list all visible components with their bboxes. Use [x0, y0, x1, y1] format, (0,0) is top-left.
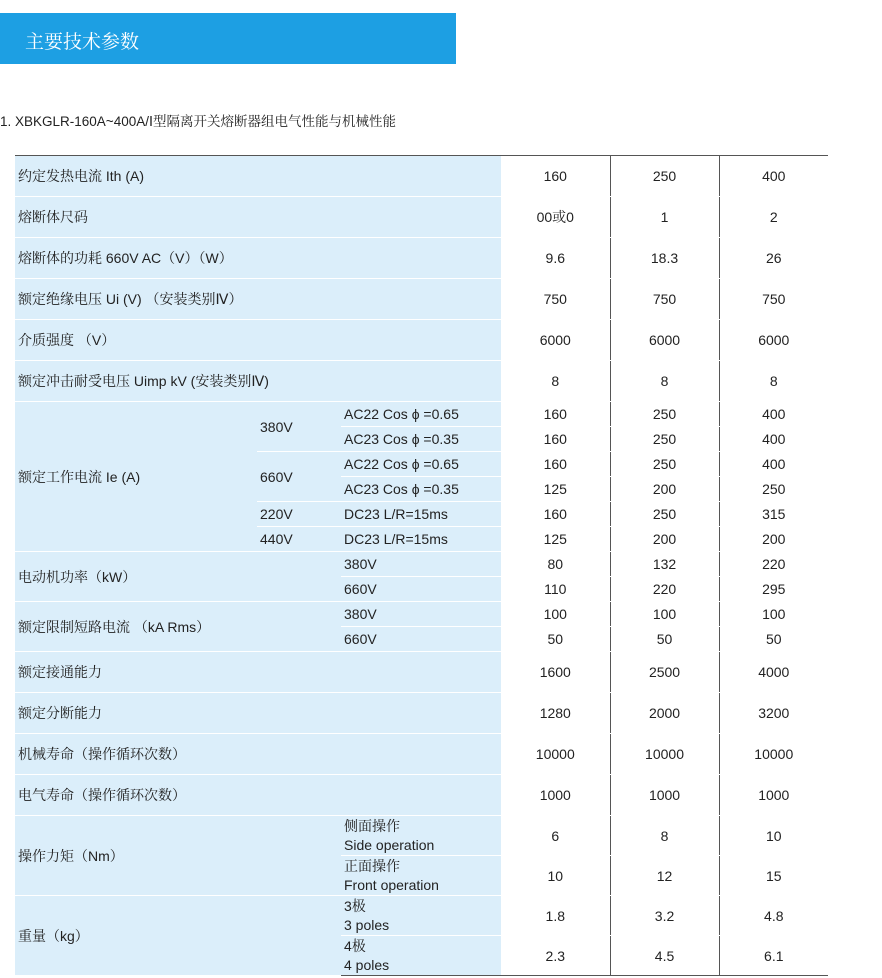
table-caption: 1. XBKGLR-160A~400A/Ⅰ型隔离开关熔断器组电气性能与机械性能 [0, 114, 396, 129]
value-cell: 220 [610, 577, 719, 602]
row-label: 额定接通能力 [15, 652, 501, 693]
value-cell: 1000 [501, 775, 610, 816]
table-row [15, 402, 828, 427]
row-label: 熔断体的功耗 660V AC（V）（W） [15, 238, 501, 279]
value-cell: 125 [501, 527, 610, 552]
value-cell: 250 [610, 502, 719, 527]
value-cell: 220 [719, 552, 828, 577]
table-row [15, 896, 828, 936]
condition-cell: DC23 L/R=15ms [341, 527, 501, 552]
value-cell: 295 [719, 577, 828, 602]
row-label: 约定发热电流 Ith (A) [15, 156, 501, 197]
value-cell: 8 [610, 816, 719, 856]
value-cell: 2.3 [501, 936, 610, 976]
row-label: 电气寿命（操作循环次数） [15, 775, 501, 816]
value-cell: 1600 [501, 652, 610, 693]
condition-cell: AC22 Cos ϕ =0.65 [341, 452, 501, 477]
value-cell: 3.2 [610, 896, 719, 936]
voltage-cell: 440V [257, 527, 341, 552]
spec-table [15, 155, 828, 976]
row-label: 额定分断能力 [15, 693, 501, 734]
row-label: 重量（kg） [15, 896, 341, 976]
condition-line-zh: 侧面操作 [344, 817, 400, 834]
table-row [15, 775, 828, 816]
condition-cell: AC22 Cos ϕ =0.65 [341, 402, 501, 427]
value-cell: 2500 [610, 652, 719, 693]
condition-cell [341, 816, 501, 856]
condition-line-en: 3 poles [344, 916, 390, 933]
voltage-cell: 660V [257, 452, 341, 502]
value-cell: 1000 [719, 775, 828, 816]
value-cell: 400 [719, 427, 828, 452]
row-label: 额定冲击耐受电压 Uimp kV (安装类别Ⅳ) [15, 361, 501, 402]
value-cell: 10 [719, 816, 828, 856]
value-cell: 160 [501, 156, 610, 197]
condition-cell: 380V [341, 602, 501, 627]
condition-cell [341, 936, 501, 976]
value-cell: 160 [501, 402, 610, 427]
condition-cell: AC23 Cos ϕ =0.35 [341, 427, 501, 452]
row-label: 熔断体尺码 [15, 197, 501, 238]
section-banner [0, 13, 456, 64]
value-cell: 6 [501, 816, 610, 856]
condition-line-zh: 4极 [344, 937, 366, 954]
row-label: 电动机功率（kW） [15, 552, 341, 602]
row-label: 介质强度 （V） [15, 320, 501, 361]
row-label: 机械寿命（操作循环次数） [15, 734, 501, 775]
value-cell: 8 [719, 361, 828, 402]
value-cell: 132 [610, 552, 719, 577]
condition-line-en: Side operation [344, 836, 435, 853]
value-cell: 6000 [610, 320, 719, 361]
condition-cell [341, 856, 501, 896]
value-cell: 50 [501, 627, 610, 652]
voltage-cell: 220V [257, 502, 341, 527]
table-row [15, 652, 828, 693]
condition-cell: AC23 Cos ϕ =0.35 [341, 477, 501, 502]
table-row [15, 197, 828, 238]
section-title: 主要技术参数 [25, 32, 140, 53]
value-cell: 50 [719, 627, 828, 652]
value-cell: 100 [719, 602, 828, 627]
condition-cell: 380V [341, 552, 501, 577]
condition-line-zh: 正面操作 [344, 857, 400, 874]
value-cell: 110 [501, 577, 610, 602]
value-cell: 10000 [610, 734, 719, 775]
value-cell: 80 [501, 552, 610, 577]
value-cell: 750 [719, 279, 828, 320]
value-cell: 2 [719, 197, 828, 238]
value-cell: 00或0 [501, 197, 610, 238]
condition-cell: DC23 L/R=15ms [341, 502, 501, 527]
table-row [15, 361, 828, 402]
value-cell: 200 [610, 527, 719, 552]
value-cell: 400 [719, 156, 828, 197]
row-label: 额定限制短路电流 （kA Rms） [15, 602, 341, 652]
table-row [15, 238, 828, 279]
value-cell: 250 [610, 156, 719, 197]
condition-cell [341, 896, 501, 936]
value-cell: 10000 [719, 734, 828, 775]
table-row [15, 320, 828, 361]
value-cell: 125 [501, 477, 610, 502]
value-cell: 250 [719, 477, 828, 502]
table-row [15, 734, 828, 775]
value-cell: 6.1 [719, 936, 828, 976]
value-cell: 1280 [501, 693, 610, 734]
condition-line-zh: 3极 [344, 897, 366, 914]
value-cell: 250 [610, 452, 719, 477]
condition-cell: 660V [341, 577, 501, 602]
condition-line-en: 4 poles [344, 956, 390, 973]
value-cell: 100 [501, 602, 610, 627]
table-row [15, 602, 828, 627]
value-cell: 160 [501, 502, 610, 527]
value-cell: 8 [501, 361, 610, 402]
value-cell: 10 [501, 856, 610, 896]
value-cell: 100 [610, 602, 719, 627]
value-cell: 8 [610, 361, 719, 402]
voltage-cell: 380V [257, 402, 341, 452]
value-cell: 4000 [719, 652, 828, 693]
value-cell: 200 [719, 527, 828, 552]
value-cell: 1000 [610, 775, 719, 816]
value-cell: 6000 [719, 320, 828, 361]
value-cell: 15 [719, 856, 828, 896]
value-cell: 12 [610, 856, 719, 896]
value-cell: 4.8 [719, 896, 828, 936]
value-cell: 1.8 [501, 896, 610, 936]
table-row [15, 693, 828, 734]
value-cell: 9.6 [501, 238, 610, 279]
value-cell: 160 [501, 427, 610, 452]
row-label: 额定工作电流 Ie (A) [15, 402, 257, 552]
value-cell: 10000 [501, 734, 610, 775]
value-cell: 250 [610, 427, 719, 452]
table-row [15, 816, 828, 856]
value-cell: 315 [719, 502, 828, 527]
row-label: 操作力矩（Nm） [15, 816, 341, 896]
table-row [15, 552, 828, 577]
table-row [15, 156, 828, 197]
value-cell: 160 [501, 452, 610, 477]
value-cell: 750 [610, 279, 719, 320]
value-cell: 2000 [610, 693, 719, 734]
value-cell: 4.5 [610, 936, 719, 976]
value-cell: 6000 [501, 320, 610, 361]
condition-line-en: Front operation [344, 876, 439, 893]
row-label: 额定绝缘电压 Ui (V) （安装类别Ⅳ） [15, 279, 501, 320]
value-cell: 3200 [719, 693, 828, 734]
value-cell: 200 [610, 477, 719, 502]
table-row [15, 279, 828, 320]
value-cell: 400 [719, 402, 828, 427]
value-cell: 18.3 [610, 238, 719, 279]
value-cell: 400 [719, 452, 828, 477]
value-cell: 50 [610, 627, 719, 652]
value-cell: 750 [501, 279, 610, 320]
value-cell: 26 [719, 238, 828, 279]
value-cell: 1 [610, 197, 719, 238]
value-cell: 250 [610, 402, 719, 427]
condition-cell: 660V [341, 627, 501, 652]
